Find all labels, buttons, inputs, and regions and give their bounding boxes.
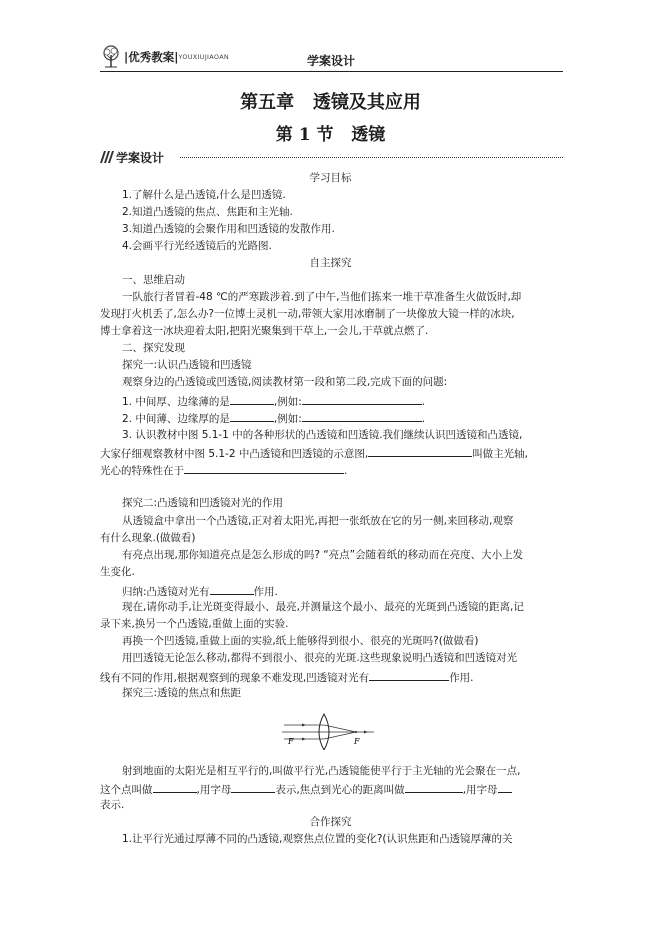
answer-blank[interactable] xyxy=(153,781,197,793)
story-line: 发现打火机丢了,怎么办?一位博士灵机一动,带领大家用冰磨制了一块像放大镜一样的冰块, xyxy=(100,308,515,320)
focal-label-left: F xyxy=(288,737,294,746)
banner-stripes-icon xyxy=(100,151,114,163)
header-title: 学案设计 xyxy=(307,54,356,68)
inquiry2-text: 录下来,换另一个凸透镜,重做上面的实验. xyxy=(100,618,289,630)
q1-end: . xyxy=(421,396,426,408)
arrow-icon xyxy=(302,724,306,727)
question-3-line xyxy=(100,445,528,461)
inquiry2-text xyxy=(100,669,474,685)
answer-blank[interactable] xyxy=(231,781,275,793)
answer-blank[interactable] xyxy=(210,583,254,595)
q3-end: . xyxy=(344,465,348,477)
inquiry3-text: 表示. xyxy=(100,799,125,811)
arrow-icon xyxy=(302,738,306,741)
inquiry2-text: 用凹透镜无论怎么移动,都得不到很小、很亮的光斑.这些现象说明凸透镜和凹透镜对光 xyxy=(122,652,518,664)
summary-text: 作用. xyxy=(253,586,278,598)
inquiry1-intro: 观察身边的凸透镜或凹透镜,阅读教材第一段和第二段,完成下面的问题: xyxy=(122,376,448,388)
answer-blank[interactable] xyxy=(230,393,274,405)
q2-end: . xyxy=(421,413,426,425)
answer-blank[interactable] xyxy=(230,410,274,422)
banner-dotted-line xyxy=(180,157,563,158)
question-3-line xyxy=(100,462,347,478)
part2-heading: 二、探究发现 xyxy=(122,342,185,354)
question-2 xyxy=(122,410,425,426)
logo xyxy=(100,44,250,70)
inquiry2-title: 探究二:凸透镜和凹透镜对光的作用 xyxy=(122,497,284,509)
focus-text: ,用字母 xyxy=(196,784,232,796)
answer-blank[interactable] xyxy=(498,781,512,793)
story-line: 一队旅行者冒着-48 ℃的严寒跋涉着.到了中午,当他们拣来一堆干草准备生火做饭时,却 xyxy=(122,291,522,303)
inquiry1-title: 探究一:认识凸透镜和凹透镜 xyxy=(122,359,252,371)
page-header xyxy=(100,44,563,72)
convex-lens-diagram xyxy=(280,710,380,750)
focal-point xyxy=(355,731,357,733)
focus-text: 表示,焦点到光心的距离叫做 xyxy=(275,784,405,796)
q2-text: 2. 中间薄、边缘厚的是 xyxy=(122,413,230,425)
q2-example: ,例如: xyxy=(273,413,302,425)
inquiry2-summary xyxy=(122,583,278,599)
answer-blank[interactable] xyxy=(184,462,344,474)
inquiry2-text: 从透镜盒中拿出一个凸透镜,正对着太阳光,再把一张纸放在它的另一侧,来回移动,观察 xyxy=(122,515,514,527)
header-divider xyxy=(100,71,563,72)
answer-blank[interactable] xyxy=(368,445,472,457)
cooperative-question: 1.让平行光通过厚薄不同的凸透镜,观察焦点位置的变化?(认识焦距和凸透镜厚薄的关 xyxy=(122,833,513,845)
inquiry2-text: 再换一个凹透镜,重做上面的实验,纸上能够得到很小、很亮的光斑吗?(做做看) xyxy=(122,635,479,647)
q3-text: 大家仔细观察教材中图 5.1-2 中凸透镜和凹透镜的示意图, xyxy=(100,448,369,460)
objective-item: 2.知道凸透镜的焦点、焦距和主光轴. xyxy=(122,206,293,218)
focus-text: 这个点叫做 xyxy=(100,784,153,796)
banner-label: 学案设计 xyxy=(116,151,165,165)
q1-example: ,例如: xyxy=(273,396,302,408)
inquiry2-text: 有亮点出现,那你知道亮点是怎么形成的吗? “亮点”会随着纸的移动而在亮度、大小上发 xyxy=(122,549,524,561)
question-3-line: 3. 认识教材中图 5.1-1 中的各种形状的凸透镜和凹透镜.我们继续认识凹透镜和凸透镜, xyxy=(122,429,523,441)
answer-blank[interactable] xyxy=(302,410,422,422)
objective-item: 1.了解什么是凸透镜,什么是凹透镜. xyxy=(122,189,286,201)
objective-item: 4.会画平行光经透镜后的光路图. xyxy=(122,240,272,252)
answer-blank[interactable] xyxy=(302,393,422,405)
self-study-heading: 自主探究 xyxy=(309,257,352,269)
objectives-heading: 学习目标 xyxy=(309,172,352,184)
conclusion-text: 作用. xyxy=(449,672,474,684)
inquiry3-title: 探究三:透镜的焦点和焦距 xyxy=(122,687,242,699)
answer-blank[interactable] xyxy=(405,781,463,793)
section-title: 第 1 节 透镜 xyxy=(275,125,386,145)
q1-text: 1. 中间厚、边缘薄的是 xyxy=(122,396,230,408)
inquiry3-text: 射到地面的太阳光是相互平行的,叫做平行光,凸透镜能使平行于主光轴的光会聚在一点, xyxy=(122,765,521,777)
part1-heading: 一、思维启动 xyxy=(122,274,185,286)
summary-text: 归纳:凸透镜对光有 xyxy=(122,586,210,598)
question-1 xyxy=(122,393,425,409)
arrow-icon xyxy=(364,731,368,734)
story-line: 博士拿着这一冰块迎着太阳,把阳光聚集到干草上,一会儿,干草就点燃了. xyxy=(100,325,429,337)
conclusion-text: 线有不同的作用,根据观察到的现象不难发现,凹透镜对光有 xyxy=(100,672,370,684)
logo-subtext: YOUXIUJIAOAN xyxy=(178,53,230,61)
chapter-title: 第五章 透镜及其应用 xyxy=(240,92,421,113)
focal-label-right: F xyxy=(354,737,360,746)
focus-text: ,用字母 xyxy=(462,784,498,796)
section-banner xyxy=(100,149,563,165)
inquiry2-text: 现在,请你动手,让光斑变得最小、最亮,并测量这个最小、最亮的光斑到凸透镜的距离,记 xyxy=(122,601,524,613)
inquiry2-text: 生变化. xyxy=(100,566,135,578)
inquiry2-text: 有什么现象.(做做看) xyxy=(100,532,196,544)
inquiry3-text xyxy=(100,781,512,797)
q3-text: 光心的特殊性在于 xyxy=(100,465,184,477)
q3-text: 叫做主光轴, xyxy=(472,448,529,460)
answer-blank[interactable] xyxy=(369,669,449,681)
cooperative-heading: 合作探究 xyxy=(309,816,352,828)
tree-icon xyxy=(100,45,122,69)
objective-item: 3.知道凸透镜的会聚作用和凹透镜的发散作用. xyxy=(122,223,335,235)
logo-text: |优秀教案| xyxy=(124,50,179,64)
